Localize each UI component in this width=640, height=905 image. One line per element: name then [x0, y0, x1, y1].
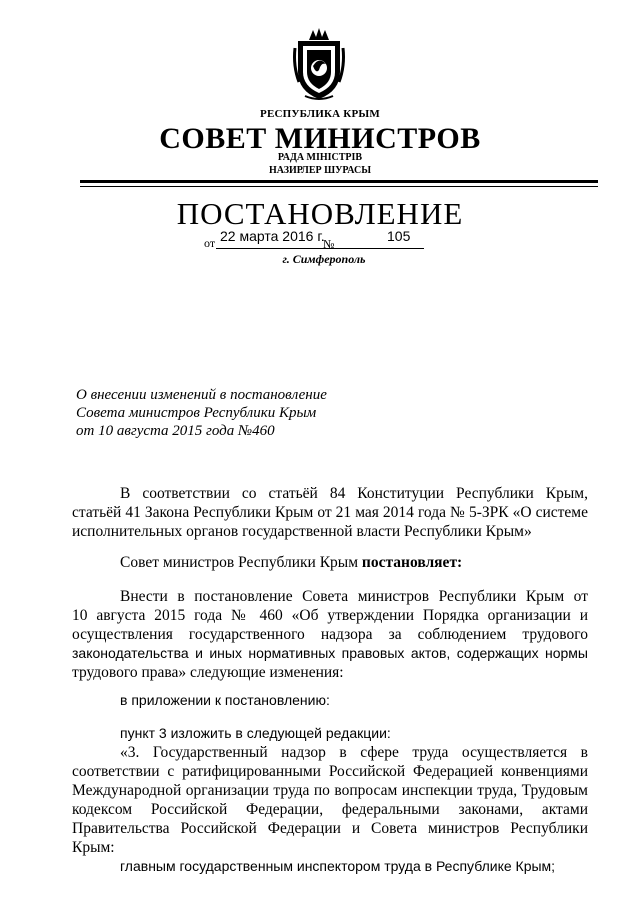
text-line: законодательства и иных нормативных правовых актов, содержащих нормы — [72, 645, 588, 661]
number-label: № — [323, 237, 335, 251]
text-line: осуществления государственного надзора за соблюдением трудового — [72, 626, 588, 643]
text-line: главным государственным инспектором труда в Республике Крым; — [120, 858, 556, 874]
text-line: пункт 3 изложить в следующей редакции: — [120, 725, 391, 741]
subject-line: от 10 августа 2015 года №460 — [76, 423, 275, 439]
date-underline — [216, 248, 424, 249]
header-divider-thick — [80, 180, 598, 183]
decree-city: г. Симферополь — [282, 252, 366, 266]
text-line: кодексом Российской Федерации, федеральными законами, актами — [72, 801, 588, 818]
annex-paragraph — [72, 691, 588, 710]
text-line: соответствии с ратифицированными Российской Федерацией конвенциями — [72, 763, 588, 780]
text-line: статьёй 41 Закона Республики Крым от 21 мая 2014 года № 5-ЗРК «О системе — [72, 504, 588, 521]
date-from-label: от — [204, 236, 216, 250]
decree-subject — [76, 386, 327, 440]
text-line: трудового права» следующие изменения: — [72, 664, 344, 681]
council-title-ua: РАДА МІНІСТРІВ — [277, 152, 363, 163]
republic-title: РЕСПУБЛИКА КРЫМ — [260, 108, 380, 120]
preamble-paragraph — [72, 484, 588, 541]
subject-line: Совета министров Республики Крым — [76, 405, 317, 421]
text-line: «3. Государственный надзор в сфере труда осуществляется в — [120, 744, 588, 761]
text-line — [72, 553, 588, 572]
amendment-paragraph — [72, 587, 588, 682]
decree-title: ПОСТАНОВЛЕНИЕ — [176, 196, 464, 231]
crimea-coat-of-arms-icon — [291, 26, 347, 102]
resolves-text: Совет министров Республики Крым — [120, 554, 362, 571]
text-line: в приложении к постановлению: — [120, 692, 330, 708]
decree-number: 105 — [387, 228, 411, 244]
council-title-crh: НАЗИРЛЕР ШУРАСЫ — [268, 165, 372, 176]
header-divider-thin — [80, 186, 598, 187]
text-line: Международной организации труда по вопросам инспекции труда, Трудовым — [72, 782, 588, 799]
text-line: исполнительных органов государственной власти Республики Крым» — [72, 523, 532, 540]
text-line: 10 августа 2015 года № 460 «Об утверждении Порядка организации и — [72, 607, 588, 624]
text-line: Правительства Российской Федерации и Совета министров Республики Крым: — [72, 820, 588, 856]
resolves-paragraph — [72, 553, 588, 572]
resolves-keyword: постановляет: — [361, 554, 463, 571]
text-line: Внести в постановление Совета министров Республики Крым от — [120, 588, 588, 605]
council-title: СОВЕТ МИНИСТРОВ — [159, 122, 481, 155]
decree-date: 22 марта 2016 г. — [220, 228, 325, 244]
subject-line: О внесении изменений в постановление — [76, 387, 327, 403]
clause-3-paragraph — [72, 724, 588, 876]
text-line: В соответствии со статьёй 84 Конституции Республики Крым, — [120, 485, 588, 502]
